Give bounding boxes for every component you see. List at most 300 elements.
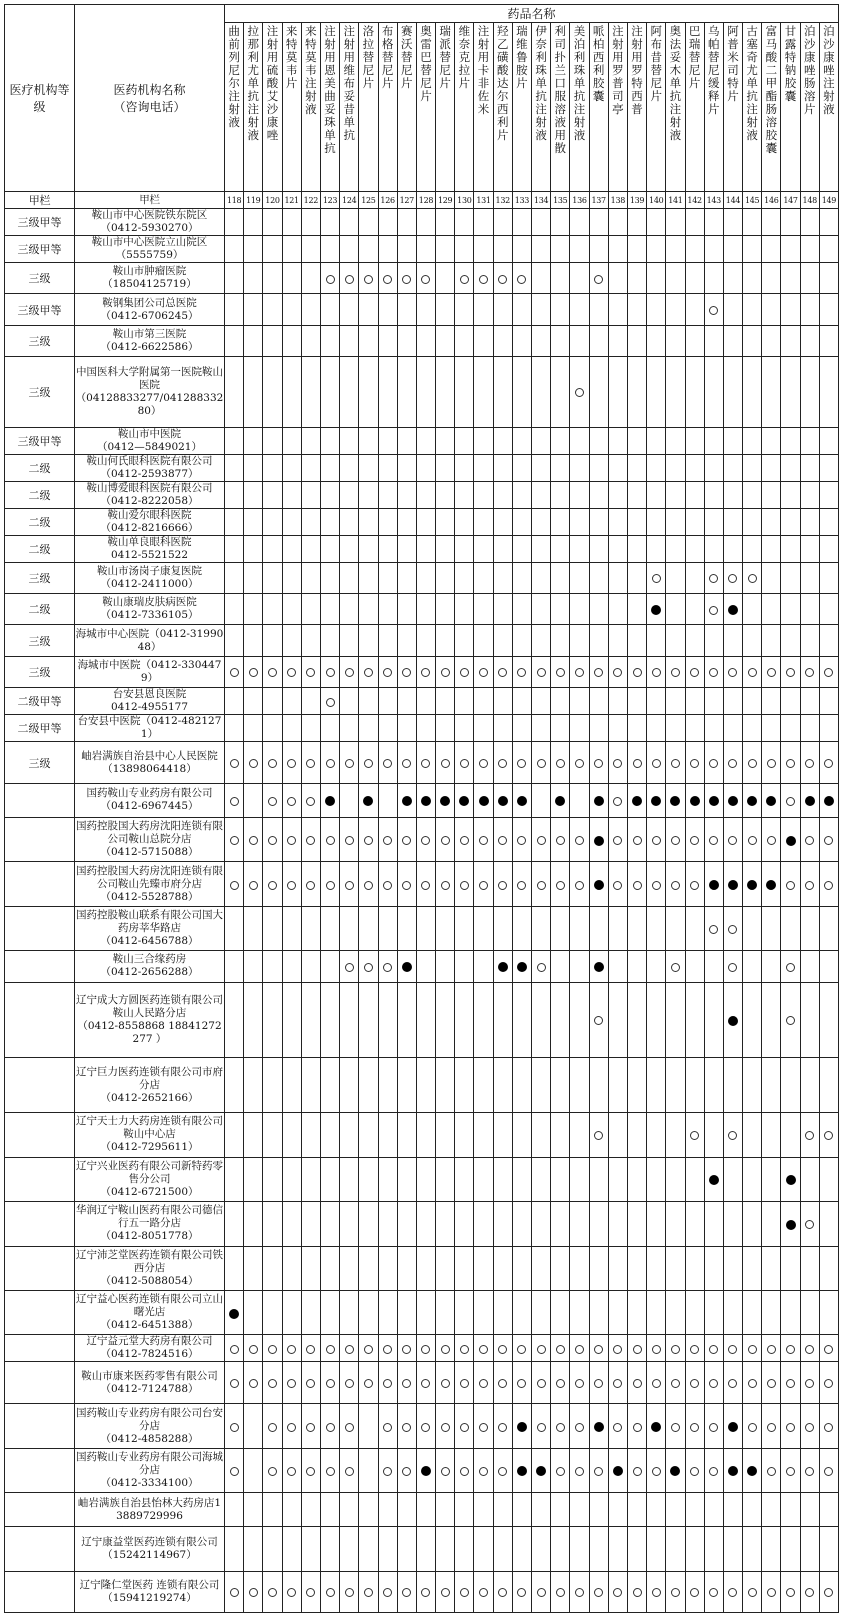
availability-cell	[704, 715, 723, 742]
empty-circle-mark	[326, 1345, 335, 1354]
availability-cell	[781, 715, 800, 742]
availability-cell	[378, 562, 397, 593]
drug-header-128	[416, 23, 435, 192]
availability-cell	[263, 715, 282, 742]
availability-cell	[532, 325, 551, 356]
availability-cell	[723, 209, 742, 236]
availability-cell	[244, 906, 263, 950]
availability-cell	[819, 1335, 838, 1362]
availability-cell	[743, 1291, 762, 1335]
availability-cell	[704, 209, 723, 236]
availability-cell	[819, 715, 838, 742]
availability-cell	[762, 209, 781, 236]
availability-cell	[819, 688, 838, 715]
availability-cell	[570, 715, 589, 742]
availability-cell	[225, 427, 244, 454]
availability-cell	[762, 1527, 781, 1571]
availability-cell	[416, 1571, 435, 1613]
availability-cell	[416, 209, 435, 236]
availability-cell	[819, 1157, 838, 1201]
availability-cell	[743, 817, 762, 861]
empty-circle-mark	[383, 1588, 392, 1597]
empty-circle-mark	[728, 836, 737, 845]
availability-cell	[512, 236, 531, 263]
facility-name: 鞍山市第三医院	[112, 327, 187, 340]
facility-name: 岫岩满族自治县怡林大药房店13889729996	[77, 1496, 222, 1522]
table-row	[5, 1113, 839, 1157]
drug-number-145: 145	[743, 192, 762, 209]
facility-phone: （0412-7124788）	[100, 1382, 199, 1395]
availability-cell	[532, 209, 551, 236]
drug-header-147	[781, 23, 800, 192]
availability-cell	[340, 294, 359, 325]
empty-circle-mark	[383, 1467, 392, 1476]
availability-cell	[551, 688, 570, 715]
availability-cell	[244, 715, 263, 742]
empty-circle-mark	[460, 836, 469, 845]
availability-cell	[282, 1058, 301, 1113]
availability-cell	[723, 715, 742, 742]
availability-cell	[301, 209, 320, 236]
availability-cell	[685, 817, 704, 861]
facility-level	[5, 1571, 75, 1613]
empty-circle-mark	[441, 759, 450, 768]
availability-cell	[704, 982, 723, 1058]
availability-cell	[723, 454, 742, 481]
availability-cell	[320, 294, 339, 325]
availability-cell	[743, 357, 762, 428]
facility-name-cell	[75, 688, 225, 715]
availability-cell	[416, 783, 435, 817]
empty-circle-mark	[479, 1345, 488, 1354]
empty-circle-mark	[633, 836, 642, 845]
availability-cell	[493, 1448, 512, 1492]
availability-cell	[647, 656, 666, 687]
empty-circle-mark	[402, 1467, 411, 1476]
empty-circle-mark	[633, 1423, 642, 1432]
availability-cell	[551, 742, 570, 784]
availability-cell	[685, 209, 704, 236]
availability-cell	[493, 862, 512, 906]
availability-cell	[493, 535, 512, 562]
facility-level: 二级甲等	[5, 688, 75, 715]
availability-cell	[455, 294, 474, 325]
availability-cell	[340, 742, 359, 784]
availability-cell	[685, 1335, 704, 1362]
availability-cell	[666, 906, 685, 950]
availability-cell	[589, 1157, 608, 1201]
availability-cell	[551, 594, 570, 625]
availability-cell	[282, 1335, 301, 1362]
empty-circle-mark	[633, 759, 642, 768]
empty-circle-mark	[364, 1588, 373, 1597]
facility-name: 鞍山市汤岗子康复医院	[97, 564, 202, 577]
availability-cell	[455, 481, 474, 508]
availability-cell	[589, 294, 608, 325]
empty-circle-mark	[306, 1588, 315, 1597]
empty-circle-mark	[249, 1345, 258, 1354]
drug-header-146	[762, 23, 781, 192]
empty-circle-mark	[805, 881, 814, 890]
drug-name: 甘露特钠胶囊	[784, 24, 797, 103]
filled-circle-mark	[709, 880, 719, 890]
availability-cell	[493, 481, 512, 508]
availability-cell	[493, 325, 512, 356]
availability-cell	[455, 982, 474, 1058]
availability-cell	[493, 1335, 512, 1362]
availability-cell	[225, 862, 244, 906]
availability-cell	[340, 263, 359, 294]
availability-cell	[647, 1058, 666, 1113]
empty-circle-mark	[498, 1467, 507, 1476]
availability-cell	[244, 688, 263, 715]
availability-cell	[781, 263, 800, 294]
drug-name: 拉那利尤单抗注射液	[247, 24, 260, 142]
availability-cell	[397, 594, 416, 625]
availability-cell	[436, 982, 455, 1058]
availability-cell	[666, 427, 685, 454]
availability-cell	[378, 427, 397, 454]
availability-cell	[378, 625, 397, 656]
filled-circle-mark	[325, 796, 335, 806]
drug-header-142	[685, 23, 704, 192]
drug-name: 古塞奇尤单抗注射液	[746, 24, 758, 142]
availability-cell	[436, 1157, 455, 1201]
empty-circle-mark	[345, 668, 354, 677]
empty-circle-mark	[728, 668, 737, 677]
availability-cell	[244, 1493, 263, 1527]
availability-cell	[493, 1493, 512, 1527]
drug-header-125	[359, 23, 378, 192]
availability-cell	[397, 209, 416, 236]
availability-cell	[723, 783, 742, 817]
facility-level	[5, 862, 75, 906]
drug-header-130	[455, 23, 474, 192]
availability-cell	[359, 535, 378, 562]
facility-name-cell	[75, 594, 225, 625]
availability-cell	[320, 1404, 339, 1448]
facility-name-cell	[75, 1362, 225, 1404]
availability-cell	[474, 1362, 493, 1404]
availability-cell	[244, 357, 263, 428]
availability-cell	[225, 1202, 244, 1246]
availability-cell	[493, 1571, 512, 1613]
availability-cell	[627, 508, 646, 535]
availability-cell	[263, 1448, 282, 1492]
availability-cell	[244, 1571, 263, 1613]
availability-cell	[263, 906, 282, 950]
availability-cell	[532, 742, 551, 784]
availability-cell	[263, 594, 282, 625]
availability-cell	[474, 1448, 493, 1492]
empty-circle-mark	[421, 836, 430, 845]
availability-cell	[512, 951, 531, 982]
empty-circle-mark	[421, 1423, 430, 1432]
availability-cell	[455, 951, 474, 982]
availability-cell	[455, 783, 474, 817]
facility-level	[5, 1058, 75, 1113]
facility-name: 辽宁益心医药连锁有限公司立山曙光店	[76, 1293, 223, 1319]
facility-name-cell	[75, 263, 225, 294]
empty-circle-mark	[748, 1588, 757, 1597]
availability-cell	[532, 1058, 551, 1113]
availability-cell	[282, 325, 301, 356]
empty-circle-mark	[728, 1345, 737, 1354]
availability-cell	[532, 906, 551, 950]
empty-circle-mark	[249, 836, 258, 845]
availability-cell	[397, 294, 416, 325]
availability-cell	[474, 508, 493, 535]
table-row	[5, 209, 839, 236]
availability-cell	[819, 1291, 838, 1335]
facility-name-cell	[75, 951, 225, 982]
drug-number-135: 135	[551, 192, 570, 209]
availability-cell	[704, 1448, 723, 1492]
availability-cell	[493, 1404, 512, 1448]
availability-cell	[743, 454, 762, 481]
availability-cell	[474, 1246, 493, 1290]
empty-circle-mark	[498, 668, 507, 677]
empty-circle-mark	[556, 1588, 565, 1597]
availability-cell	[666, 1362, 685, 1404]
empty-circle-mark	[613, 836, 622, 845]
availability-cell	[378, 263, 397, 294]
availability-cell	[301, 1493, 320, 1527]
empty-circle-mark	[441, 1345, 450, 1354]
facility-name: 鞍山市中心医院铁东院区	[91, 209, 208, 221]
empty-circle-mark	[537, 1379, 546, 1388]
availability-cell	[340, 1404, 359, 1448]
availability-cell	[704, 1291, 723, 1335]
filled-circle-mark	[670, 1466, 680, 1476]
availability-cell	[819, 1058, 838, 1113]
availability-cell	[819, 562, 838, 593]
empty-circle-mark	[652, 1379, 661, 1388]
availability-cell	[493, 1202, 512, 1246]
empty-circle-mark	[306, 797, 315, 806]
availability-cell	[627, 951, 646, 982]
availability-cell	[474, 454, 493, 481]
availability-cell	[320, 906, 339, 950]
availability-cell	[589, 783, 608, 817]
drug-name: 伊奈利珠单抗注射液	[535, 24, 547, 142]
availability-cell	[282, 294, 301, 325]
empty-circle-mark	[517, 668, 526, 677]
availability-cell	[551, 1113, 570, 1157]
facility-name: 鞍山何氏眼科医院有限公司	[86, 454, 213, 467]
availability-cell	[800, 982, 819, 1058]
availability-cell	[282, 1527, 301, 1571]
availability-cell	[340, 951, 359, 982]
empty-circle-mark	[326, 668, 335, 677]
availability-cell	[608, 951, 627, 982]
empty-circle-mark	[824, 1379, 833, 1388]
availability-cell	[397, 688, 416, 715]
availability-cell	[474, 236, 493, 263]
availability-cell	[608, 594, 627, 625]
availability-cell	[685, 783, 704, 817]
availability-cell	[781, 1493, 800, 1527]
availability-cell	[378, 454, 397, 481]
availability-cell	[301, 481, 320, 508]
availability-cell	[704, 1202, 723, 1246]
availability-cell	[320, 427, 339, 454]
empty-circle-mark	[421, 668, 430, 677]
empty-circle-mark	[517, 881, 526, 890]
availability-cell	[685, 508, 704, 535]
facility-phone: （0412-2656288）	[100, 966, 199, 979]
drug-header-122	[301, 23, 320, 192]
facility-name-cell	[75, 742, 225, 784]
empty-circle-mark	[824, 759, 833, 768]
availability-cell	[743, 1246, 762, 1290]
facility-name-cell	[75, 508, 225, 535]
empty-circle-mark	[498, 881, 507, 890]
availability-cell	[436, 783, 455, 817]
availability-cell	[436, 715, 455, 742]
availability-cell	[416, 481, 435, 508]
table-row	[5, 1291, 839, 1335]
availability-cell	[570, 209, 589, 236]
availability-cell	[781, 688, 800, 715]
availability-cell	[762, 1404, 781, 1448]
facility-name-cell	[75, 357, 225, 428]
empty-circle-mark	[421, 1588, 430, 1597]
empty-circle-mark	[786, 797, 795, 806]
availability-cell	[627, 535, 646, 562]
availability-cell	[282, 357, 301, 428]
empty-circle-mark	[594, 668, 603, 677]
availability-cell	[647, 715, 666, 742]
availability-cell	[378, 715, 397, 742]
availability-cell	[301, 951, 320, 982]
table-row	[5, 656, 839, 687]
availability-cell	[474, 1335, 493, 1362]
availability-cell	[589, 715, 608, 742]
availability-cell	[455, 1362, 474, 1404]
empty-circle-mark	[652, 881, 661, 890]
empty-circle-mark	[575, 881, 584, 890]
empty-circle-mark	[460, 1379, 469, 1388]
availability-cell	[781, 1291, 800, 1335]
empty-circle-mark	[517, 1379, 526, 1388]
availability-cell	[359, 688, 378, 715]
availability-cell	[608, 783, 627, 817]
empty-circle-mark	[326, 1467, 335, 1476]
availability-cell	[743, 625, 762, 656]
availability-cell	[512, 263, 531, 294]
availability-cell	[436, 817, 455, 861]
table-row	[5, 1157, 839, 1201]
availability-cell	[378, 594, 397, 625]
availability-cell	[704, 1527, 723, 1571]
availability-cell	[263, 1571, 282, 1613]
drug-header-144	[723, 23, 742, 192]
availability-cell	[301, 1291, 320, 1335]
empty-circle-mark	[767, 836, 776, 845]
availability-cell	[800, 1404, 819, 1448]
empty-circle-mark	[517, 836, 526, 845]
availability-cell	[762, 1493, 781, 1527]
availability-cell	[263, 294, 282, 325]
availability-cell	[551, 817, 570, 861]
filled-circle-mark	[651, 1422, 661, 1432]
availability-cell	[474, 594, 493, 625]
availability-cell	[474, 535, 493, 562]
facility-name: 鞍山康瑞皮肤病医院	[102, 596, 197, 609]
availability-cell	[762, 715, 781, 742]
empty-circle-mark	[824, 1467, 833, 1476]
table-row	[5, 594, 839, 625]
availability-cell	[762, 1571, 781, 1613]
availability-cell	[397, 1527, 416, 1571]
availability-cell	[493, 508, 512, 535]
availability-cell	[570, 535, 589, 562]
availability-cell	[225, 263, 244, 294]
empty-circle-mark	[728, 574, 737, 583]
availability-cell	[704, 1058, 723, 1113]
availability-cell	[474, 427, 493, 454]
availability-cell	[589, 1246, 608, 1290]
empty-circle-mark	[230, 668, 239, 677]
facility-phone: （0412-6721500）	[100, 1185, 199, 1198]
drug-header-137	[589, 23, 608, 192]
empty-circle-mark	[326, 1588, 335, 1597]
availability-cell	[493, 454, 512, 481]
availability-cell	[570, 1527, 589, 1571]
availability-cell	[762, 263, 781, 294]
availability-cell	[666, 1448, 685, 1492]
availability-cell	[378, 817, 397, 861]
empty-circle-mark	[613, 1379, 622, 1388]
availability-cell	[685, 715, 704, 742]
availability-cell	[800, 1113, 819, 1157]
table-row	[5, 625, 839, 656]
availability-cell	[436, 562, 455, 593]
availability-cell	[263, 209, 282, 236]
facility-name-cell	[75, 236, 225, 263]
availability-cell	[263, 1113, 282, 1157]
availability-cell	[551, 862, 570, 906]
drug-name: 阿普米司特片	[727, 24, 739, 103]
availability-cell	[551, 1404, 570, 1448]
header-org-name-text: 医药机构名称	[113, 83, 186, 97]
empty-circle-mark	[402, 275, 411, 284]
availability-cell	[819, 906, 838, 950]
availability-cell	[282, 742, 301, 784]
availability-cell	[685, 982, 704, 1058]
availability-cell	[474, 1404, 493, 1448]
availability-cell	[589, 1058, 608, 1113]
availability-cell	[743, 535, 762, 562]
availability-cell	[320, 508, 339, 535]
drug-number-138: 138	[608, 192, 627, 209]
availability-cell	[301, 294, 320, 325]
availability-cell	[800, 562, 819, 593]
availability-cell	[378, 1527, 397, 1571]
availability-cell	[416, 982, 435, 1058]
availability-cell	[455, 1404, 474, 1448]
empty-circle-mark	[728, 1379, 737, 1388]
availability-cell	[225, 1571, 244, 1613]
availability-cell	[340, 357, 359, 428]
availability-cell	[723, 951, 742, 982]
empty-circle-mark	[556, 836, 565, 845]
availability-cell	[436, 236, 455, 263]
facility-name-cell	[75, 1113, 225, 1157]
availability-cell	[282, 263, 301, 294]
availability-cell	[819, 951, 838, 982]
